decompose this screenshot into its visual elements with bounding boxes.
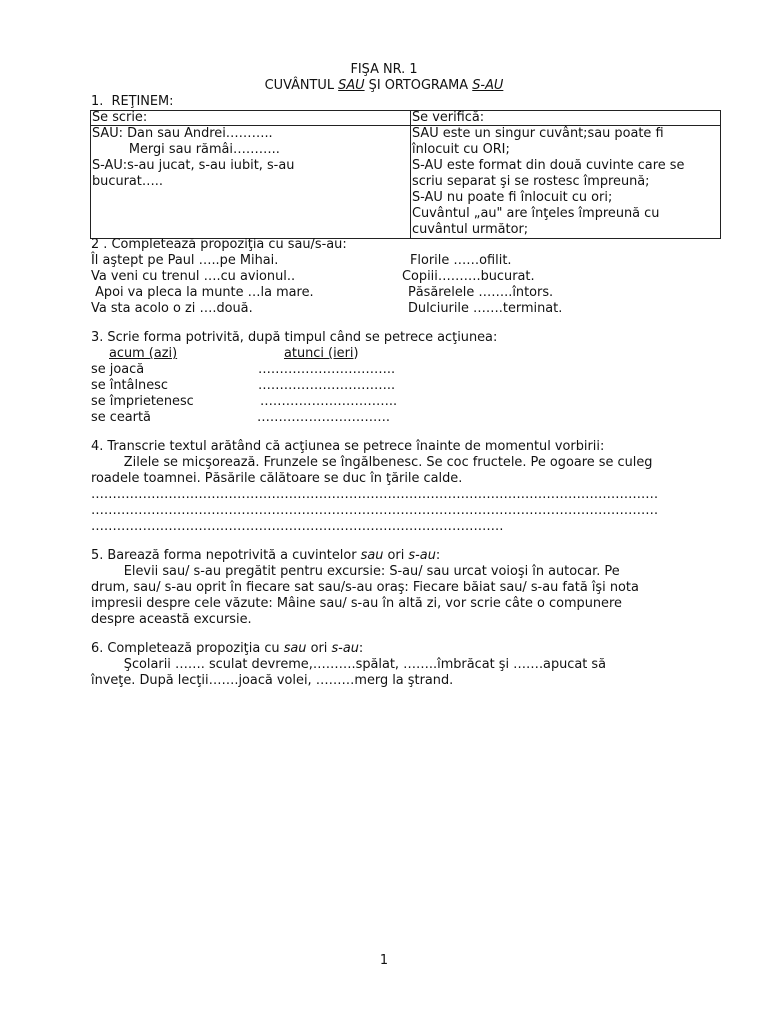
rule-example-line: S-AU:s-au jucat, s-au iubit, s-au: [92, 158, 295, 173]
verb-form: se ceartă: [91, 410, 151, 425]
heading-s-au: s-au: [331, 641, 359, 656]
heading-part: :: [358, 641, 364, 656]
exercise-text-line: roadele toamnei. Păsările călătoare se duc în ţările calde.: [91, 471, 463, 486]
worksheet-title: FIŞA NR. 1: [350, 62, 418, 77]
rules-col2-cell: [411, 126, 721, 239]
writing-line: ……………………………………………………………………………………………………………………: [91, 503, 659, 518]
section1-heading: 1. REŢINEM:: [91, 94, 174, 109]
heading-part: 6. Completează propoziţia cu: [91, 641, 284, 656]
rule-example-line: bucurat…..: [92, 174, 163, 189]
heading-part: ori: [306, 641, 332, 656]
section4-heading: 4. Transcrie textul arătând că acţiunea se petrece înainte de momentul vorbirii:: [91, 439, 605, 454]
exercise-text-line: Zilele se micşorează. Frunzele se îngălbenesc. Se coc fructele. Pe ogoare se culeg: [91, 455, 653, 470]
section2-heading: 2 . Completează propoziţia cu sau/s-au:: [91, 237, 347, 252]
heading-part: :: [435, 548, 441, 563]
exercise-sentence: Copiii……….bucurat.: [402, 269, 535, 284]
column-header-past-label: atunci (ieri: [284, 346, 354, 361]
exercise-sentence: Va veni cu trenul ….cu avionul..: [91, 269, 296, 284]
rule-check-line: S-AU nu poate fi înlocuit cu ori;: [412, 190, 613, 205]
subtitle-s-au: S-AU: [472, 78, 504, 93]
exercise-text-line: Elevii sau/ s-au pregătit pentru excursie: S-au/ sau urcat voioşi în autocar. Pe: [91, 564, 620, 579]
writing-line: ……………………………………………………………………………………: [91, 519, 504, 534]
subtitle-sau: SAU: [338, 78, 365, 93]
exercise-sentence: Apoi va pleca la munte …la mare.: [91, 285, 314, 300]
subtitle-part: CUVÂNTUL: [264, 78, 339, 93]
rule-check-line: Cuvântul „au" are înţeles împreună cu: [412, 206, 660, 221]
rule-example-line: Mergi sau rămâi………..: [92, 142, 280, 157]
exercise-sentence: Dulciurile …….terminat.: [408, 301, 563, 316]
answer-blank: ………………………….: [257, 410, 391, 425]
exercise-sentence: Florile ……ofilit.: [410, 253, 512, 268]
verb-form: se împrietenesc: [91, 394, 194, 409]
verb-form: se întâlnesc: [91, 378, 168, 393]
rule-check-line: scriu separat şi se rostesc împreună;: [412, 174, 650, 189]
rule-check-line: înlocuit cu ORI;: [412, 142, 510, 157]
answer-blank: …………………………..: [260, 394, 398, 409]
heading-part: ori: [383, 548, 409, 563]
answer-blank: …………………………..: [258, 362, 396, 377]
rules-col1-header: Se scrie:: [91, 111, 411, 126]
exercise-text-line: impresii despre cele văzute: Mâine sau/ s-au în altă zi, vor scrie câte o compunere: [91, 596, 622, 611]
rule-check-line: S-AU este format din două cuvinte care se: [412, 158, 685, 173]
column-header-past-close: ): [353, 346, 359, 361]
heading-sau: sau: [283, 641, 307, 656]
section6-heading: [91, 641, 363, 657]
heading-s-au: s-au: [408, 548, 436, 563]
verb-form: se joacă: [91, 362, 145, 377]
page-number: 1: [379, 953, 389, 968]
subtitle-part: ŞI ORTOGRAMA: [364, 78, 473, 93]
heading-sau: sau: [360, 548, 384, 563]
exercise-sentence: Va sta acolo o zi ….două.: [91, 301, 253, 316]
rule-example-line: SAU: Dan sau Andrei………..: [92, 126, 273, 141]
rules-table: [90, 110, 721, 239]
rule-check-line: SAU este un singur cuvânt;sau poate fi: [412, 126, 664, 141]
heading-part: 5. Barează forma nepotrivită a cuvintelor: [91, 548, 361, 563]
section3-heading: 3. Scrie forma potrivită, după timpul când se petrece acţiunea:: [91, 330, 498, 345]
answer-blank: …………………………..: [258, 378, 396, 393]
section5-heading: [91, 548, 440, 564]
rules-col2-header: Se verifică:: [411, 111, 721, 126]
exercise-sentence: Îl aştept pe Paul …..pe Mihai.: [91, 253, 279, 268]
column-header-present: acum (azi): [109, 346, 178, 361]
exercise-sentence: Păsărelele ……..întors.: [408, 285, 554, 300]
column-header-past: [284, 346, 359, 362]
rules-col1-cell: [91, 126, 411, 239]
worksheet-subtitle: [0, 78, 768, 94]
exercise-text-line: înveţe. După lecţii…….joacă volei, ………merg la ştrand.: [91, 673, 454, 688]
rule-check-line: cuvântul următor;: [412, 222, 529, 237]
exercise-text-line: Şcolarii ……. sculat devreme,……….spălat, ……..îmbrăcat şi …….apucat să: [91, 657, 607, 672]
writing-line: ……………………………………………………………………………………………………………………: [91, 487, 659, 502]
exercise-text-line: despre această excursie.: [91, 612, 252, 627]
exercise-text-line: drum, sau/ s-au oprit în fiecare sat sau/s-au oraş: Fiecare băiat sau/ s-au fată îşi nota: [91, 580, 639, 595]
